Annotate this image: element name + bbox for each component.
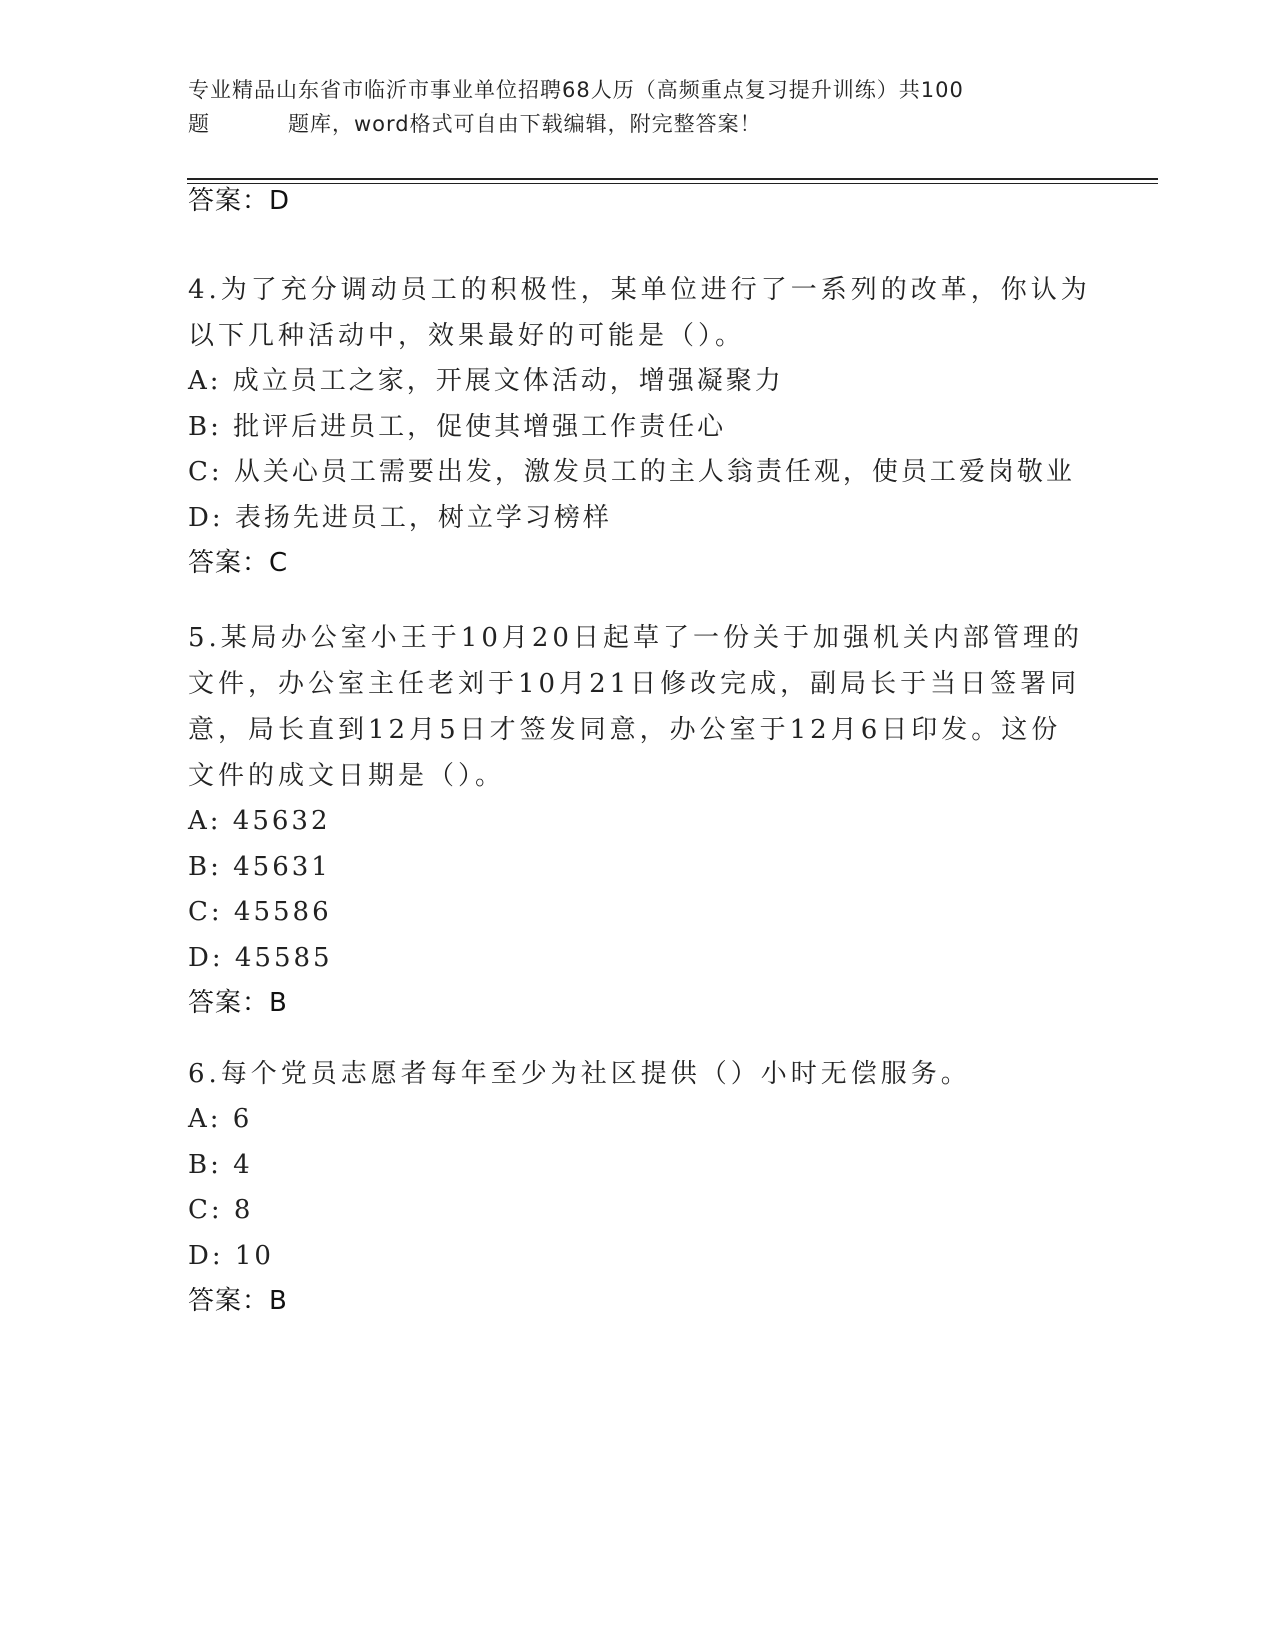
header-title-line2-left: 题 xyxy=(188,112,210,136)
option-b: B: 45631 xyxy=(188,851,331,882)
question-text-line: 以下几种活动中，效果最好的可能是（）。 xyxy=(188,321,746,351)
answer-line: 答案：C xyxy=(188,548,289,578)
question-6 xyxy=(188,1051,1088,1323)
option-c: C: 8 xyxy=(188,1195,254,1225)
question-5 xyxy=(188,615,1088,1025)
question-text-line: 6.每个党员志愿者每年至少为社区提供（）小时无偿服务。 xyxy=(188,1059,971,1089)
option-c: C: 从关心员工需要出发，激发员工的主人翁责任观，使员工爱岗敬业 xyxy=(188,457,1075,487)
option-a: A: 45632 xyxy=(188,806,331,836)
option-d: D: 10 xyxy=(188,1240,274,1271)
question-text-line: 意，局长直到12月5日才签发同意，办公室于12月6日印发。这份 xyxy=(188,715,1062,745)
option-b: B: 4 xyxy=(188,1149,253,1180)
option-b: B: 批评后进员工，促使其增强工作责任心 xyxy=(188,411,727,442)
question-4 xyxy=(188,267,1091,585)
question-text-line: 文件的成文日期是（）。 xyxy=(188,761,506,791)
previous-answer-block xyxy=(188,179,1088,223)
option-d: D: 45585 xyxy=(188,942,333,973)
option-d: D: 表扬先进员工，树立学习榜样 xyxy=(188,502,612,533)
question-text-line: 文件，办公室主任老刘于10月21日修改完成，副局长于当日签署同 xyxy=(188,669,1081,699)
question-text-line: 5.某局办公室小王于10月20日起草了一份关于加强机关内部管理的 xyxy=(188,623,1083,653)
answer-line: 答案：D xyxy=(188,186,291,216)
option-c: C: 45586 xyxy=(188,897,332,927)
answer-line: 答案：B xyxy=(188,988,288,1018)
option-a: A: 成立员工之家，开展文体活动，增强凝聚力 xyxy=(188,366,784,396)
header-title-line2-right: 题库，word格式可自由下载编辑，附完整答案！ xyxy=(288,112,762,136)
question-text-line: 4.为了充分调动员工的积极性，某单位进行了一系列的改革，你认为 xyxy=(188,275,1091,305)
header-title-line1: 专业精品山东省市临沂市事业单位招聘68人历（高频重点复习提升训练）共100 xyxy=(188,78,964,102)
answer-line: 答案：B xyxy=(188,1286,288,1316)
option-a: A: 6 xyxy=(188,1104,253,1134)
